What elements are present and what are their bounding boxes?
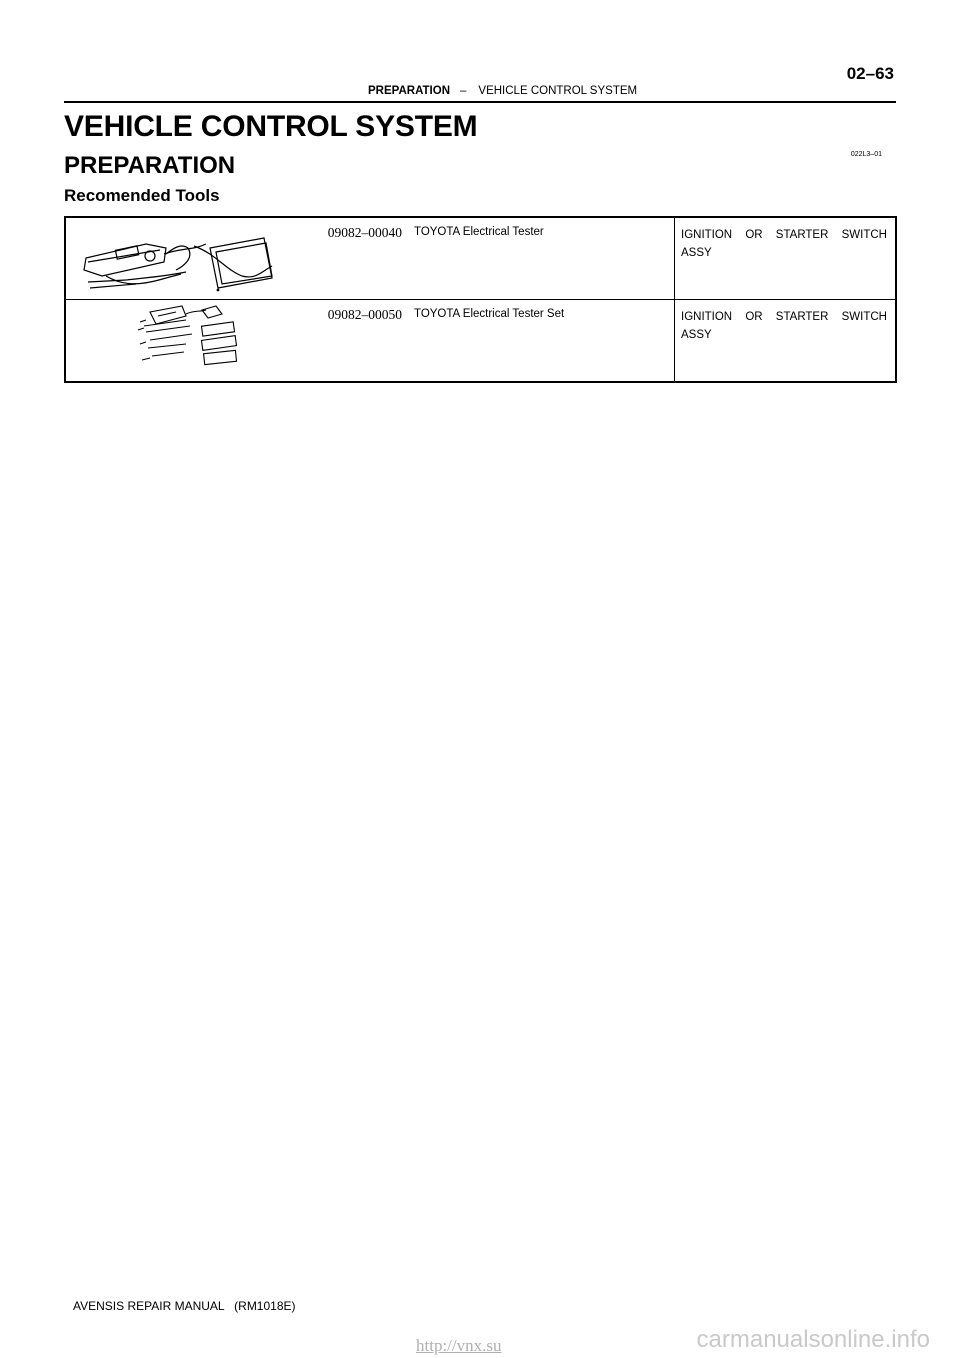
- footer: AVENSIS REPAIR MANUAL (RM1018E): [73, 1299, 296, 1313]
- tool-part-number: 09082–00050: [327, 307, 402, 322]
- page-number: 02–63: [846, 64, 894, 83]
- tool-name: TOYOTA Electrical Tester Set: [414, 308, 565, 320]
- tool-name-cell: [406, 217, 675, 300]
- document-title: VEHICLE CONTROL SYSTEM: [64, 110, 478, 143]
- tools-table: [64, 216, 897, 383]
- tool-name: TOYOTA Electrical Tester: [414, 226, 544, 238]
- running-header-system: VEHICLE CONTROL SYSTEM: [478, 85, 638, 97]
- subsection-title: Recomended Tools: [64, 186, 220, 205]
- section-title: PREPARATION: [64, 152, 236, 179]
- watermark: carmanualsonline.info: [696, 1326, 930, 1353]
- tool-illustration-cell: [65, 217, 406, 300]
- tool-use-cell: [675, 300, 897, 383]
- table-row: [65, 300, 896, 383]
- running-header: [368, 85, 637, 97]
- tool-use: IGNITION OR STARTER SWITCH ASSY: [681, 311, 887, 341]
- tool-illustration-cell: [65, 300, 406, 383]
- running-header-dash: –: [460, 85, 467, 97]
- document-code: 022L3–01: [850, 151, 882, 158]
- tool-part-number: 09082–00040: [327, 225, 402, 240]
- tool-name-cell: [406, 300, 675, 383]
- tool-use: IGNITION OR STARTER SWITCH ASSY: [681, 229, 887, 259]
- running-header-section: PREPARATION: [368, 85, 450, 97]
- table-row: [65, 217, 896, 300]
- tool-use-cell: [675, 217, 897, 300]
- header-rule: [64, 101, 896, 103]
- footer-link[interactable]: http://vnx.su: [416, 1336, 502, 1355]
